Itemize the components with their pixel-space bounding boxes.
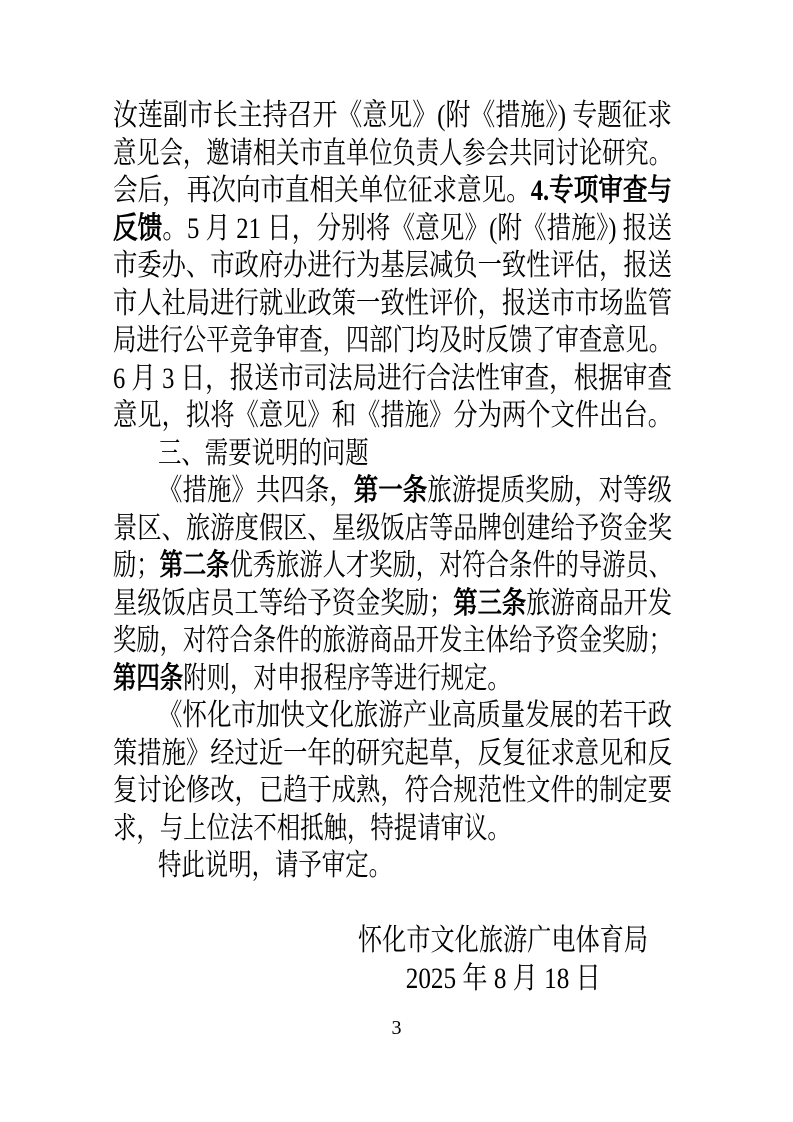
text-line xyxy=(113,472,672,510)
signature-line xyxy=(358,922,648,960)
text-segment: 特此说明，请予审定。 xyxy=(158,849,392,882)
text-line xyxy=(113,247,672,285)
bold-text-segment: 4.专项审查与 xyxy=(530,174,672,207)
bold-text-segment: 反馈 xyxy=(113,211,163,245)
text-line xyxy=(113,847,672,885)
text-segment: 市人社局进行就业政策一致性评价，报送市市场监管 xyxy=(113,286,672,320)
text-line xyxy=(113,135,672,173)
signature-block xyxy=(358,922,648,997)
text-line xyxy=(113,510,672,548)
text-line xyxy=(113,360,672,398)
text-segment: 局进行公平竞争审查，四部门均及时反馈了审查意见。 xyxy=(113,324,672,357)
text-segment: 星级饭店员工等给予资金奖励； xyxy=(113,586,454,620)
text-line xyxy=(113,435,672,473)
text-segment: 《措施》共四条， xyxy=(158,474,354,507)
bold-text-segment: 第三条 xyxy=(453,586,527,620)
text-segment: 复讨论修改，已趋于成熟，符合规范性文件的制定要 xyxy=(113,774,672,807)
text-line xyxy=(113,397,672,435)
bold-text-segment: 第一条 xyxy=(353,474,428,507)
text-segment: 附则，对申报程序等进行规定。 xyxy=(183,661,511,695)
text-segment: 优秀旅游人才奖励，对符合条件的导游员、 xyxy=(229,549,672,582)
text-segment: 《怀化市加快文化旅游产业高质量发展的若干政 xyxy=(158,699,672,732)
text-segment: 策措施》经过近一年的研究起草，反复征求意见和反 xyxy=(113,736,672,770)
text-line xyxy=(113,772,672,810)
text-segment: 旅游商品开发 xyxy=(526,586,672,620)
bold-text-segment: 第二条 xyxy=(159,549,230,582)
text-line xyxy=(113,172,672,210)
text-line xyxy=(113,810,672,848)
text-segment: 汝莲副市长主持召开《意见》(附《措施》) 专题征求 xyxy=(113,99,672,132)
document-body xyxy=(113,97,672,885)
text-line xyxy=(113,735,672,773)
text-segment: 意见，拟将《意见》和《措施》分为两个文件出台。 xyxy=(113,399,672,432)
text-segment: 6 月 3 日，报送市司法局进行合法性审查，根据审查 xyxy=(113,361,672,395)
text-segment: 求，与上位法不相抵触，特提请审议。 xyxy=(113,811,511,845)
text-line xyxy=(113,210,672,248)
text-line xyxy=(113,97,672,135)
text-segment: 旅游提质奖励，对等级 xyxy=(427,474,672,507)
bold-text-segment: 第四条 xyxy=(113,661,184,695)
text-segment: 励； xyxy=(113,549,160,582)
text-line xyxy=(113,660,672,698)
page-number: 3 xyxy=(391,1017,402,1039)
text-segment: 奖励，对符合条件的旅游商品开发主体给予资金奖励； xyxy=(113,624,672,657)
text-segment: 。5 月 21 日，分别将《意见》(附《措施》) 报送 xyxy=(162,211,673,245)
text-line xyxy=(113,322,672,360)
text-line xyxy=(113,285,672,323)
text-segment: 会后，再次向市直相关单位征求意见。 xyxy=(113,174,531,207)
text-line xyxy=(113,697,672,735)
issue-date: 2025 年 8 月 18 日 xyxy=(405,961,601,995)
text-segment: 意见会，邀请相关市直单位负责人参会共同讨论研究。 xyxy=(113,136,672,170)
text-segment: 市委办、市政府办进行为基层减负一致性评估，报送 xyxy=(113,249,672,282)
issuing-organization: 怀化市文化旅游广电体育局 xyxy=(358,924,648,957)
text-segment: 景区、旅游度假区、星级饭店等品牌创建给予资金奖 xyxy=(113,511,672,545)
text-line xyxy=(113,547,672,585)
text-line xyxy=(113,585,672,623)
text-line xyxy=(113,622,672,660)
date-line xyxy=(358,960,648,998)
text-segment: 三、需要说明的问题 xyxy=(158,436,369,470)
